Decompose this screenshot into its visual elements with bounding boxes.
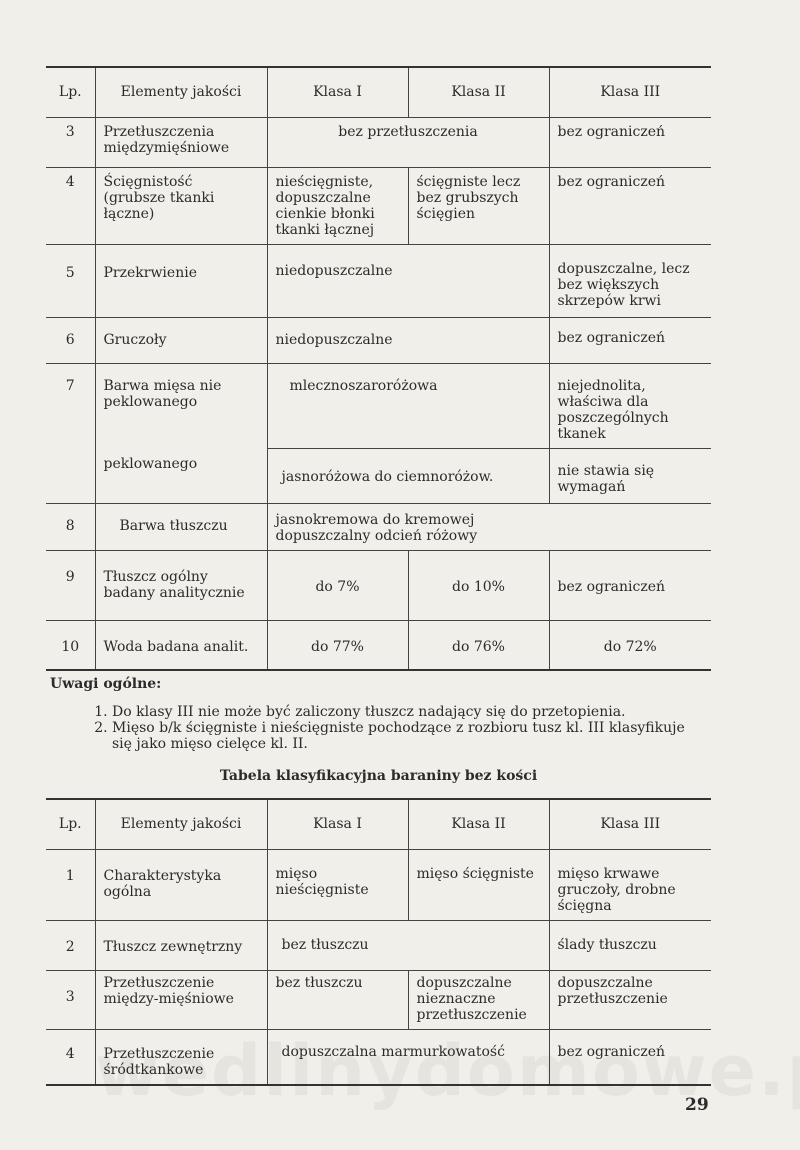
header-class-2: Klasa II (408, 67, 549, 117)
class-3-value: niejednolita, właściwa dla poszczególnych tkanek (549, 363, 711, 448)
class-1-value: do 7% (267, 550, 408, 620)
mutton-classification-table (46, 798, 711, 1086)
class-3-value: bez ograniczeń (549, 550, 711, 620)
header-elements: Elementy jakości (95, 67, 267, 117)
notes-title: Uwagi ogólne: (50, 676, 162, 692)
beef-classification-table (46, 66, 711, 671)
table-row (46, 244, 711, 317)
header-class-1: Klasa I (267, 67, 408, 117)
class-1-value: nieścięgniste, dopuszczalne cienkie błonki tkanki łącznej (267, 167, 408, 244)
class-1-2-value: mlecznoszaroróżowa (267, 363, 549, 448)
row-number: 10 (46, 620, 95, 670)
class-1-2-value: niedopuszczalne (267, 244, 549, 317)
row-number: 4 (46, 167, 95, 244)
table-row (46, 363, 711, 448)
row-number: 1 (46, 849, 95, 920)
class-3-value: bez ograniczeń (549, 167, 711, 244)
class-2-value: do 10% (408, 550, 549, 620)
class-1-2-value: niedopuszczalne (267, 317, 549, 363)
table-row (46, 503, 711, 550)
class-1-value: do 77% (267, 620, 408, 670)
meat-color-pickled-label: peklowanego (103, 455, 198, 472)
row-number: 3 (46, 117, 95, 167)
row-number: 4 (46, 1029, 95, 1085)
class-3-value: bez ograniczeń (549, 1029, 711, 1085)
quality-element: Barwa tłuszczu (95, 503, 267, 550)
class-2-value: dopuszczalne nieznaczne przetłuszczenie (408, 970, 549, 1029)
row-number: 9 (46, 550, 95, 620)
header-class-2: Klasa II (408, 799, 549, 849)
class-3-value: dopuszczalne, lecz bez większych skrzepów krwi (549, 244, 711, 317)
class-1-value: bez tłuszczu (267, 970, 408, 1029)
class-3-value: do 72% (549, 620, 711, 670)
table-row (46, 1029, 711, 1085)
class-1-2-value: bez przetłuszczenia (267, 117, 549, 167)
class-1-2-value: bez tłuszczu (267, 920, 549, 970)
header-class-1: Klasa I (267, 799, 408, 849)
quality-element: Przetłuszczenia międzymięśniowe (95, 117, 267, 167)
page-number: 29 (685, 1095, 709, 1115)
quality-element: Ścięgnistość (grubsze tkanki łączne) (95, 167, 267, 244)
class-1-value: mięso nieścięgniste (267, 849, 408, 920)
class-3-value: bez ograniczeń (549, 317, 711, 363)
class-3-value: mięso krwawe gruczoły, drobne ścięgna (549, 849, 711, 920)
row-number: 3 (46, 970, 95, 1029)
class-3-value: bez ograniczeń (549, 117, 711, 167)
table-row (46, 849, 711, 920)
class-3-value: nie stawia się wymagań (549, 448, 711, 503)
class-2-value: do 76% (408, 620, 549, 670)
quality-element: Tłuszcz zewnętrzny (95, 920, 267, 970)
row-number: 7 (46, 363, 95, 503)
class-3-value: ślady tłuszczu (549, 920, 711, 970)
quality-element: Przekrwienie (95, 244, 267, 317)
header-lp: Lp. (46, 799, 95, 849)
quality-element: Przetłuszczenie śródtkankowe (95, 1029, 267, 1085)
class-1-2-value: dopuszczalna marmurkowatość (267, 1029, 549, 1085)
row-number: 5 (46, 244, 95, 317)
table-row (46, 920, 711, 970)
table-title: Tabela klasyfikacyjna baraniny bez kości (219, 768, 538, 784)
class-2-value: ścięgniste lecz bez grubszych ścięgien (408, 167, 549, 244)
class-2-value: mięso ścięgniste (408, 849, 549, 920)
quality-element: Woda badana analit. (95, 620, 267, 670)
table-header-row (46, 67, 711, 117)
row-number: 8 (46, 503, 95, 550)
table-row (46, 550, 711, 620)
notes-list (50, 704, 690, 752)
header-lp: Lp. (46, 67, 95, 117)
note-item: 2. Mięso b/k ścięgniste i nieścięgniste pochodzące z rozbioru tusz kl. III klasyfikuje się jako mięso cielęce kl. II. (112, 720, 690, 752)
table-row (46, 620, 711, 670)
header-class-3: Klasa III (549, 799, 711, 849)
quality-element: Charakterystyka ogólna (95, 849, 267, 920)
header-class-3: Klasa III (549, 67, 711, 117)
quality-element: Tłuszcz ogólny badany analitycznie (95, 550, 267, 620)
table-row (46, 317, 711, 363)
table-header-row (46, 799, 711, 849)
class-1-2-value: jasnoróżowa do ciemnoróżow. (267, 448, 549, 503)
table-row (46, 970, 711, 1029)
table-row (46, 117, 711, 167)
meat-color-unpickled-label: Barwa mięsa nie peklowanego (103, 377, 222, 410)
header-elements: Elementy jakości (95, 799, 267, 849)
quality-element: Gruczoły (95, 317, 267, 363)
row-number: 6 (46, 317, 95, 363)
note-item: 1. Do klasy III nie może być zaliczony tłuszcz nadający się do przetopienia. (112, 704, 690, 720)
row-number: 2 (46, 920, 95, 970)
general-notes (50, 676, 690, 752)
quality-element (95, 363, 267, 503)
quality-element: Przetłuszczenie między-mięśniowe (95, 970, 267, 1029)
class-1-2-3-value: jasnokremowa do kremowej dopuszczalny odcień różowy (267, 503, 711, 550)
class-3-value: dopuszczalne przetłuszczenie (549, 970, 711, 1029)
table-row (46, 167, 711, 244)
